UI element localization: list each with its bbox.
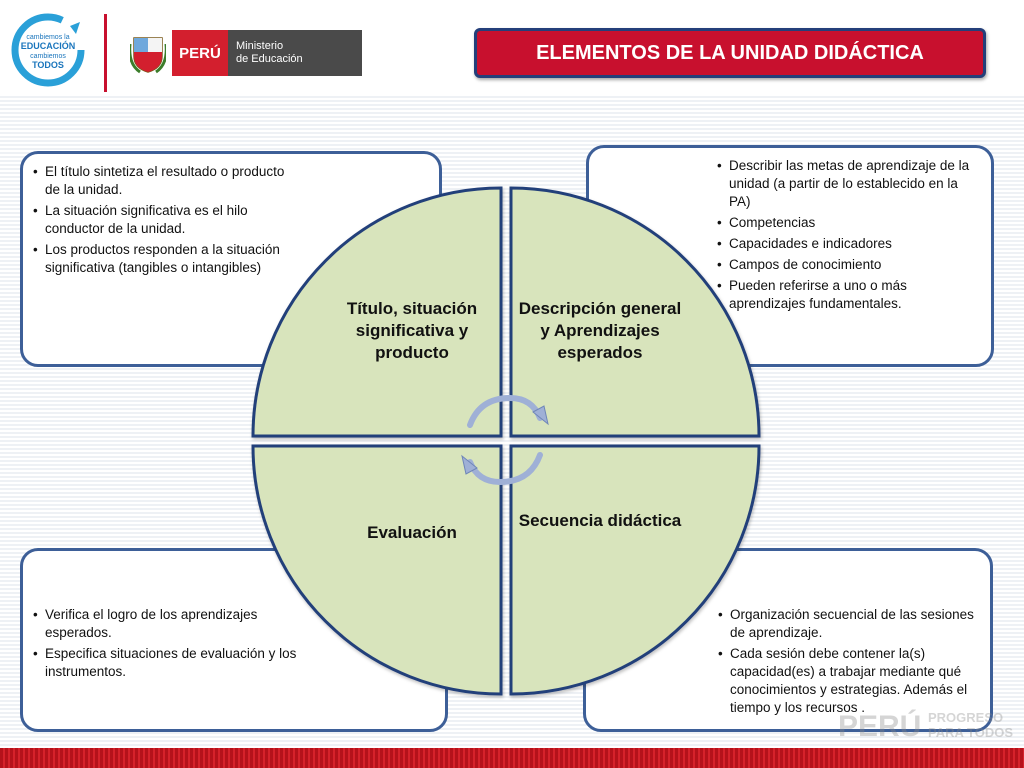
list-item: • Describir las metas de aprendizaje de la unidad (a partir de lo establecido en la PA) xyxy=(717,157,981,211)
list-item: • Los productos responden a la situación significativa (tangibles o intangibles) xyxy=(33,241,293,277)
ministry-line-2: de Educación xyxy=(236,53,303,65)
list-item: • Verifica el logro de los aprendizajes esperados. xyxy=(33,606,323,642)
list-item: • Organización secuencial de las sesiones de aprendizaje. xyxy=(718,606,980,642)
campaign-logo-line-4: TODOS xyxy=(32,60,64,70)
watermark-line-3: PARA TODOS xyxy=(928,725,1013,740)
list-item: • Competencias xyxy=(717,214,981,232)
ministry-line-1: Ministerio xyxy=(236,40,284,52)
peru-progreso-watermark xyxy=(838,706,1014,742)
footer-stripe xyxy=(0,748,1024,768)
list-item: • La situación significativa es el hilo conductor de la unidad. xyxy=(33,202,293,238)
list-item: • Capacidades e indicadores xyxy=(717,235,981,253)
quadrant-label-bottom-right: Secuencia didáctica xyxy=(518,511,682,530)
quadrant-bottom-left xyxy=(253,446,501,694)
list-item: • Pueden referirse a uno o más aprendizajes fundamentales. xyxy=(717,277,981,313)
campaign-logo-line-2: EDUCACIÓN xyxy=(20,41,76,51)
campaign-logo-line-3: cambiemos xyxy=(30,53,66,60)
peru-brand-block: PERÚ xyxy=(172,30,228,76)
list-item: • Especifica situaciones de evaluación y los instrumentos. xyxy=(33,645,323,681)
list-item: • El título sintetiza el resultado o producto de la unidad. xyxy=(33,163,293,199)
quadrant-label-bottom-left: Evaluación xyxy=(367,523,457,542)
slide-title: ELEMENTOS DE LA UNIDAD DIDÁCTICA xyxy=(474,28,986,78)
watermark-line-2: PROGRESO xyxy=(928,710,1004,725)
quadrant-label-top-right: Descripción general y Aprendizajes esperados xyxy=(518,299,682,362)
quadrant-label-top-left: Título, situación significativa y producto xyxy=(346,299,478,362)
watermark-peru: PERÚ xyxy=(838,710,922,742)
list-item: • Cada sesión debe contener la(s) capacidad(es) a trabajar mediante qué conocimientos y estrategias. Además el tiempo y los recursos . xyxy=(718,645,980,717)
list-item: • Campos de conocimiento xyxy=(717,256,981,274)
quadrant-bottom-right xyxy=(511,446,759,694)
campaign-logo-line-1: cambiemos la xyxy=(26,34,70,41)
